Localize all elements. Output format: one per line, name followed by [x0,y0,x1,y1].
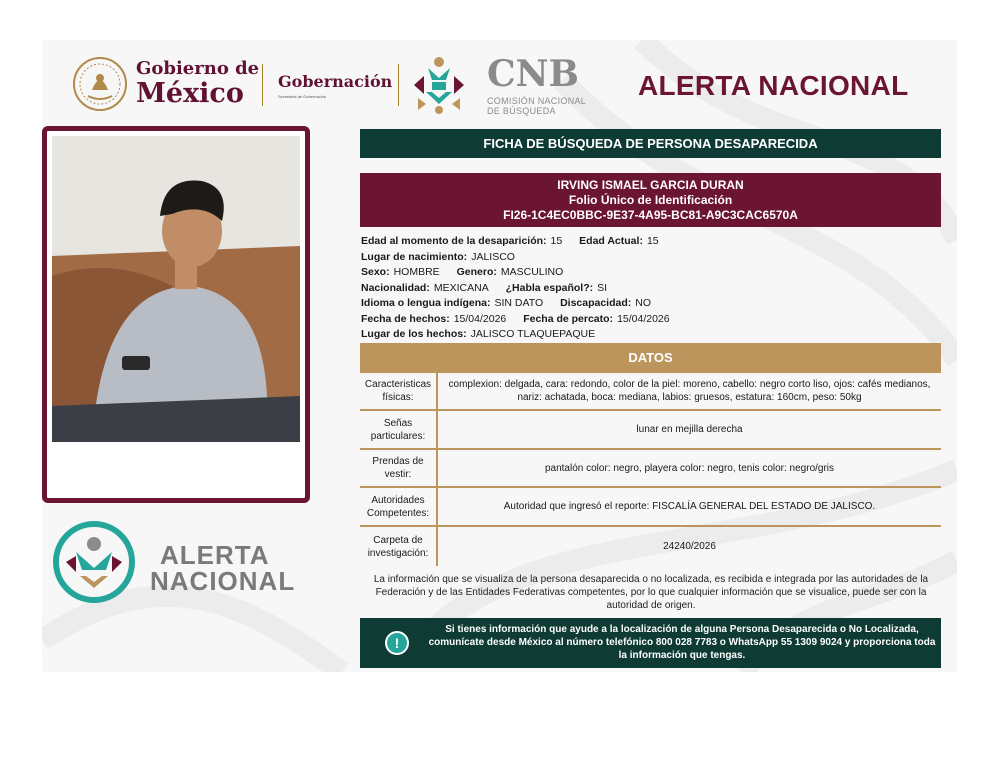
datos-value: complexion: delgada, cara: redondo, color de la piel: moreno, cabello: negro corto liso, ojos: cafés medianos, nariz: achatada, boca: mediana, labios: gruesos, estatura: 160cm, peso: 50kg [448,379,931,403]
contact-banner [360,618,941,668]
fecha-percato-value: 15/04/2026 [617,312,670,325]
gobierno-line2: México [136,78,244,109]
alert-sheet [42,40,957,672]
datos-value: Autoridad que ingresó el reporte: FISCALÍA GENERAL DEL ESTADO DE JALISCO. [503,501,876,512]
alerta-logo-line1: ALERTA [160,540,270,570]
sexo-value: HOMBRE [393,266,440,278]
disclaimer-text: La información que se visualiza de la persona desaparecida o no localizada, es recibida e integrada por las autoridades de la Federación y de las Entidades Federativas competentes, por lo que cualquier información que se visualice, puede ser con la autoridad de origen. [373,574,929,611]
sexo-label: Sexo: [361,266,390,278]
edad-value: 15 [550,235,563,247]
datos-key: Caracteristicas físicas: [360,373,438,409]
info-row [361,281,921,297]
espanol-label: ¿Habla español?: [505,281,594,294]
folio-label: Folio Único de Identificación [568,193,733,207]
datos-key: Autoridades Competentes: [360,488,438,525]
table-row [360,373,941,411]
alerta-nacional-title: ALERTA NACIONAL [638,70,909,101]
nacimiento-label: Lugar de nacimiento: [361,250,468,263]
nacionalidad-value: MEXICANA [433,281,489,294]
nacimiento-value: JALISCO [471,250,515,263]
datos-value: pantalón color: negro, playera color: negro, tenis color: negro/gris [544,462,835,474]
datos-title: DATOS [360,343,941,373]
table-row [360,411,941,450]
lugar-label: Lugar de los hechos: [361,328,467,340]
gobierno-logo [136,60,259,107]
person-name: IRVING ISMAEL GARCIA DURAN [557,178,744,192]
cnb-title: CNB [487,53,579,95]
table-row [360,527,941,566]
divider [262,64,263,106]
lugar-value: JALISCO TLAQUEPAQUE [470,328,596,340]
person-info [361,234,921,343]
datos-key: Carpeta de investigación: [360,527,438,566]
alerta-nacional-logo [52,520,302,610]
idioma-value: SIN DATO [494,297,544,309]
info-row [361,312,921,328]
genero-label: Genero: [456,266,497,278]
gobierno-line1: Gobierno de [136,58,260,79]
gobernacion-title: Gobernación [278,72,393,91]
gobernacion-logo [278,72,392,99]
person-photo [52,136,300,442]
alerta-emblem-icon [52,520,136,604]
info-row [361,327,921,343]
datos-key: Prendas de vestir: [360,450,438,486]
ficha-title: FICHA DE BÚSQUEDA DE PERSONA DESAPARECIDA [360,129,941,158]
table-row [360,450,941,488]
idioma-label: Idioma o lengua indígena: [361,297,491,309]
person-header [360,173,941,227]
espanol-value: SI [597,281,608,294]
cnb-emblem-icon [408,54,470,116]
nacionalidad-label: Nacionalidad: [361,281,430,294]
alert-icon: ! [385,631,409,655]
photo-frame [42,126,310,503]
info-row [361,234,921,250]
fecha-percato-label: Fecha de percato: [523,312,614,325]
cnb-sub2: DE BÚSQUEDA [487,106,556,117]
datos-value: 24240/2026 [663,541,716,552]
datos-table [360,373,941,566]
contact-text: Si tienes información que ayude a la localización de alguna Persona Desaparecida o No Localizada, comunícate desde México al número telefónico 800 028 7783 o WhatsApp 55 1309 9024 y proporciona toda la información que tengas. [428,624,936,661]
discapacidad-label: Discapacidad: [560,297,632,309]
table-row [360,488,941,527]
header [72,53,932,117]
edad-label: Edad al momento de la desaparición: [361,235,547,247]
info-row [361,296,921,312]
fecha-hechos-value: 15/04/2026 [453,312,507,325]
discapacidad-value: NO [635,297,652,309]
datos-key: Señas particulares: [360,411,438,448]
info-row [361,265,921,281]
info-row [361,250,921,266]
fecha-hechos-label: Fecha de hechos: [361,312,450,325]
mexico-seal-icon [72,56,128,112]
folio-value: FI26-1C4EC0BBC-9E37-4A95-BC81-A9C3CAC6570A [503,208,798,222]
genero-value: MASCULINO [500,266,564,278]
alerta-logo-line2: NACIONAL [150,566,296,596]
edad-actual-value: 15 [646,235,659,247]
cnb-logo-text [487,53,587,117]
divider [398,64,399,106]
datos-value: lunar en mejilla derecha [636,424,743,435]
edad-actual-label: Edad Actual: [579,235,643,247]
gobernacion-subtitle: Secretaría de Gobernación [278,94,327,99]
cnb-sub1: COMISIÓN NACIONAL [487,96,587,106]
